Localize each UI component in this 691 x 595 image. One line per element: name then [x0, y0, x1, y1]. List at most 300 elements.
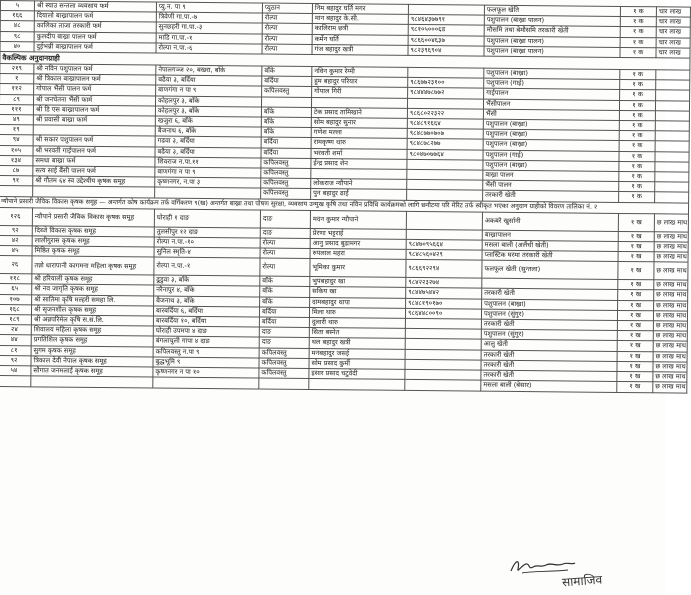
organization-name-cell: श्री जनचेतना भैंसी फार्म	[33, 94, 155, 105]
phone-number-cell: ९८४७०९५६६४	[406, 239, 482, 250]
address-cell: प्यु.न. पा ९	[156, 2, 262, 13]
district-cell: रोल्पा	[260, 258, 310, 276]
address-cell: घोराही १ दाङ	[154, 209, 260, 228]
program-type-cell: पशुपालन (सुंगुर)	[481, 309, 617, 321]
phone-number-cell	[405, 380, 481, 391]
district-cell: कपिलवस्तु	[259, 358, 309, 369]
district-cell: बर्दिया	[259, 317, 309, 328]
phone-number-cell: ९८६४४८००९०	[405, 308, 481, 319]
program-type-cell: पशुपालन (बाख्रा)	[483, 129, 619, 141]
contact-person-cell: दुलारी थारु	[309, 318, 405, 329]
organization-name-cell: तन्नो धारापानी कागमना महिला कृषक समूह	[32, 256, 154, 275]
district-cell: बर्दिया	[261, 137, 311, 148]
program-type-cell: भैंसीपालन	[483, 99, 619, 111]
phone-number-cell: ९८१०५०००६ड	[408, 25, 484, 36]
grant-amount-cell	[656, 90, 690, 101]
serial-number-cell	[0, 376, 31, 387]
phone-number-cell	[405, 329, 481, 340]
organization-name-cell: श्री नव जागृति कृषक समूह	[32, 284, 154, 295]
address-cell: कपिलवस्तु न.पा ९	[153, 347, 259, 358]
grant-amount-cell: छ लाख माथ	[654, 280, 688, 291]
category-cell: १ क	[620, 17, 656, 28]
organization-name-cell: श्री नविन पशुपालन फर्म	[34, 64, 156, 75]
serial-number-cell: १९	[0, 125, 33, 136]
program-type-cell: बाख्रापालन	[482, 230, 618, 242]
serial-number-cell: १११	[0, 104, 33, 115]
contact-person-cell: नविन कुमार रेग्मी	[312, 67, 408, 78]
contact-person-cell: इसार प्रसाद चटुवेदी	[309, 369, 405, 380]
phone-number-cell: ९८४२२३२७४	[406, 278, 482, 289]
organization-name-cell: सौगात जनमलाई कृषक समूह	[31, 366, 153, 377]
serial-number-cell: १०७	[0, 294, 32, 305]
grant-amount-cell: छ लाख माथ	[654, 300, 688, 311]
phone-number-cell	[407, 180, 483, 191]
phone-number-cell: ९८२३९६९०४	[408, 45, 484, 56]
phone-number-cell: ९८४४४७८७७२	[408, 88, 484, 99]
serial-number-cell: ४५	[0, 246, 32, 257]
program-type-cell: पशुपालन (बाख्रा)	[483, 140, 619, 152]
serial-number-cell: ११८	[0, 274, 32, 285]
organization-name-cell: सुगम कृषक समूह	[31, 346, 153, 357]
contact-person-cell: दामबहादुर थापा	[310, 297, 406, 308]
organization-name-cell: श्री भरवती गाईपालन फर्म	[33, 145, 155, 156]
phone-number-cell	[407, 98, 483, 109]
program-type-cell: पशुपालन (बाख्रा पालन)	[484, 36, 620, 48]
category-cell: १ क	[619, 131, 655, 142]
serial-number-cell: ५	[0, 1, 34, 12]
organization-name-cell: समधा बाख्रा फर्म	[33, 156, 155, 167]
serial-number-cell: १३४	[0, 155, 33, 166]
organization-name-cell	[31, 376, 153, 387]
contact-person-cell: सकिय खा	[310, 287, 406, 298]
address-cell: बैजनाथ ६, बाँके	[155, 126, 261, 137]
grant-amount-cell	[655, 111, 689, 122]
grant-amount-cell: छ लाख माथ	[653, 311, 687, 322]
district-cell	[261, 97, 311, 108]
contact-person-cell: कर्मेन घर्ति	[312, 34, 408, 45]
category-cell: १ ख	[617, 321, 653, 332]
grant-amount-cell	[655, 192, 689, 203]
organization-name-cell: कालिका ताजा तरकारी फर्म	[34, 21, 156, 32]
serial-number-cell: ८९	[0, 94, 34, 105]
contact-person-cell: ईन्द्र प्रसाद शेन	[311, 158, 407, 169]
program-type-cell: तरकारी खेती	[481, 350, 617, 362]
contact-person-cell: रामकृष्ण थारु	[311, 138, 407, 149]
grant-amount-cell	[655, 121, 689, 132]
grant-amount-cell: चार लाख	[656, 27, 690, 38]
grant-amount-cell	[656, 80, 690, 91]
category-cell: १ क	[619, 171, 655, 182]
serial-number-cell: १२६	[0, 207, 33, 225]
phone-number-cell: ९८४८७७०७०७	[407, 129, 483, 140]
district-cell: कपिलवस्तु	[262, 86, 312, 97]
category-cell: १ क	[620, 80, 656, 91]
grant-amount-cell: छ लाख माथ	[654, 231, 688, 242]
phone-number-cell	[405, 349, 481, 360]
grant-amount-cell	[655, 131, 689, 142]
program-type-cell: तरकारी खेती	[481, 360, 617, 372]
organization-name-cell: सत्य साई बैंसी पालन फर्म	[33, 166, 155, 177]
phone-number-cell	[407, 190, 483, 201]
category-cell: १ ख	[617, 331, 653, 342]
address-cell: नेपालगञ्ज २०, बखरा, बाँके	[156, 65, 262, 76]
contact-person-cell: भुपबहादुर खा	[310, 277, 406, 288]
category-cell: १ ख	[618, 262, 654, 280]
category-cell: १ ख	[618, 300, 654, 311]
contact-person-cell: भरवती शर्मा	[311, 148, 407, 159]
grant-amount-cell	[655, 172, 689, 183]
contact-person-cell: सिता बस्नेत	[309, 328, 405, 339]
grant-amount-cell: छ लाख माथ	[654, 262, 688, 280]
grant-amount-cell: छ लाख माथ	[653, 362, 687, 373]
program-type-cell: पशुपालन (सुंगुर)	[481, 329, 617, 341]
serial-number-cell: ५४	[0, 366, 31, 377]
contact-person-cell: सोम बहादुर सुनार	[311, 118, 407, 129]
serial-number-cell: ९२	[0, 225, 32, 236]
contact-person-cell: गंज बहादुर खत्री	[312, 44, 408, 55]
grant-amount-cell	[655, 162, 689, 173]
program-type-cell: पशुपालन (बाख्रा)	[483, 119, 619, 131]
serial-number-cell: ४९	[0, 115, 33, 126]
program-type-cell: अकबरे खुर्सानी	[482, 212, 618, 231]
grant-amount-cell: चार लाख	[656, 17, 690, 28]
phone-number-cell	[406, 211, 482, 230]
phone-number-cell: ९८०४७०७७६४	[407, 149, 483, 160]
contact-person-cell: रुपलाल महरा	[310, 249, 406, 260]
district-cell: रोल्पा	[262, 23, 312, 34]
phone-number-cell: ९८४६४३७७९१	[408, 15, 484, 26]
organization-name-cell: प्रगतिशिल कृषक समूह	[31, 335, 153, 346]
organization-name-cell: दियालो बाख्रापालन फर्म	[34, 11, 156, 22]
section-c-note: न्यौपाने प्रसारी जैविक विकास कृषक समूह — अन्तर्गत कोष कार्यक्रम तर्फ वर्गिकरण ९(ख) अन्तर्गत बाख्रा तथा पोषण सुरक्षा, व्यवसाय उन्मुख कृषि तथा नविन प्रविधि कार्यक्रमको लागि छनौटमा परि मेरिट तर्फ स्वीकृत भएका अनुदान ग्राहीको विवरण तालिका नं. २	[0, 196, 689, 214]
district-cell: कपिलवस्तु	[261, 178, 311, 189]
address-cell: कोहलपुर ३, बाँके	[155, 96, 261, 107]
grant-amount-cell: छ लाख माथ	[654, 213, 688, 231]
phone-number-cell: ९८४४७५४४२	[406, 288, 482, 299]
address-cell: बाणगंगा न पा ९	[155, 167, 261, 178]
contact-person-cell: गोपाल गिरी	[312, 87, 408, 98]
category-cell: १ ख	[618, 280, 654, 291]
district-cell: बर्दिया	[262, 76, 312, 87]
contact-person-cell: टेक प्रसाद तामिखाने	[311, 107, 407, 118]
contact-person-cell: प्रेरणा भट्टराई	[310, 228, 406, 239]
category-cell: १ क	[619, 110, 655, 121]
grant-amount-cell: छ लाख माथ	[653, 321, 687, 332]
address-cell: घोराही उपमपा ४ दाङ	[153, 326, 259, 337]
district-cell: कपिलवस्तु	[261, 188, 311, 199]
grant-amount-cell: चार लाख	[656, 37, 690, 48]
phone-number-cell: ९८६७७२३१००	[408, 78, 484, 89]
district-cell: दाङ	[260, 228, 310, 239]
address-cell	[153, 377, 259, 388]
serial-number-cell: ९२	[0, 355, 31, 366]
grant-amount-cell	[655, 100, 689, 111]
address-cell: खजुरा ६, बाँके	[155, 116, 261, 127]
program-type-cell: बाख्रा पालन	[483, 170, 619, 182]
category-cell: १ ख	[618, 213, 654, 231]
address-cell: बारबर्दिया १०, बर्दिया	[153, 316, 259, 327]
organization-name-cell: श्री अन्नपरिमेल कृषि स.सं.लि.	[31, 315, 153, 326]
serial-number-cell	[0, 186, 33, 197]
serial-number-cell: २६	[0, 256, 32, 274]
serial-number-cell: ९८	[0, 31, 34, 42]
district-cell: दाङ	[259, 327, 309, 338]
serial-number-cell: १०५	[0, 145, 33, 156]
district-cell: दाङ	[260, 210, 310, 228]
district-cell	[259, 378, 309, 389]
phone-number-cell: ९८६६००४६३७	[408, 35, 484, 46]
contact-person-cell: मिला थारु	[309, 307, 405, 318]
address-cell: ढुडुवा ३, बाँके	[154, 275, 260, 286]
organization-name-cell: न्यौपाने प्रसारी जैविक विकास कृषक समूह	[32, 207, 154, 226]
address-cell: नरैनापुर ४, बाँके	[154, 285, 260, 296]
category-cell: १ क	[620, 47, 656, 58]
section-b-title: वैकल्पिक अनुदानग्राही	[0, 52, 690, 71]
program-type-cell: गाईपालन	[484, 89, 620, 101]
category-cell: १ ख	[618, 241, 654, 252]
serial-number-cell: ११२	[0, 84, 34, 95]
organization-name-cell: लालीगुरास कृषक समूह	[32, 236, 154, 247]
category-cell: १ ख	[617, 341, 653, 352]
grant-amount-cell	[655, 141, 689, 152]
district-cell: रोल्पा	[262, 34, 312, 45]
contact-person-cell: आनु प्रसाद बुढामगर	[310, 238, 406, 249]
category-cell: १ ख	[618, 252, 654, 263]
contact-person-cell: भूमिका कुमार	[310, 259, 406, 278]
grant-amount-cell: छ लाख माथ	[654, 290, 688, 301]
serial-number-cell: ४४	[0, 335, 31, 346]
section-b-rows	[0, 64, 690, 203]
phone-number-cell	[405, 369, 481, 380]
category-cell: १ ख	[618, 231, 654, 242]
contact-person-cell: हुम बहादुर परियार	[312, 77, 408, 88]
address-cell: बाणगंगा न पा ९	[156, 85, 262, 96]
contact-person-cell: पुन बहादुर ढाईं	[311, 189, 407, 200]
district-cell: रोल्पा	[262, 44, 312, 55]
contact-person-cell: सोम प्रसाद कुर्मी	[309, 358, 405, 369]
district-cell: बाँके	[260, 286, 310, 297]
section-a-rows	[0, 1, 690, 59]
organization-name-cell: दुईभन्नी बाख्रापालन फर्म	[34, 42, 156, 53]
phone-number-cell	[408, 67, 484, 78]
phone-number-cell	[405, 318, 481, 329]
address-cell: गढवा ३, बर्दिया	[155, 136, 261, 147]
category-cell: १ क	[620, 6, 656, 17]
address-cell: रोल्पा न.पा.-६	[156, 43, 262, 54]
district-cell: बाँके	[261, 127, 311, 138]
district-cell: कपिलवस्तु	[261, 158, 311, 169]
address-cell: बढैया ३, बर्दिया	[155, 147, 261, 158]
serial-number-cell: १६८	[0, 304, 32, 315]
serial-number-cell: ८७	[0, 166, 33, 177]
program-type-cell: तरकारी खेती	[481, 370, 617, 382]
section-c-rows	[0, 207, 688, 392]
district-cell: कपिलवस्तु	[259, 348, 309, 359]
contact-person-cell: लोकराज न्यौपाने	[311, 179, 407, 190]
district-cell: बाँके	[262, 66, 312, 77]
district-cell: बाँके	[260, 276, 310, 287]
program-type-cell: मसला बाली (बेसार)	[481, 380, 617, 392]
grant-amount-cell	[655, 151, 689, 162]
office-stamp-text: सामाजिव	[561, 572, 603, 590]
program-type-cell: आलु खेती	[481, 340, 617, 352]
district-cell: बाँके	[260, 297, 310, 308]
address-cell: कृष्णनगर, न.पा ३	[155, 177, 261, 188]
serial-number-cell: २४	[0, 325, 31, 336]
grant-amount-cell	[656, 70, 690, 81]
category-cell: १ क	[620, 90, 656, 101]
contact-person-cell: मान बहादुर के.सी.	[312, 14, 408, 25]
contact-person-cell: गणेश मल्ला	[311, 128, 407, 139]
program-type-cell: पशुपालन (गाई)	[484, 78, 620, 90]
district-cell: बर्दिया	[259, 307, 309, 318]
district-cell: कपिलवस्तु	[259, 368, 309, 379]
category-cell: १ ख	[617, 351, 653, 362]
district-cell: बाँके	[261, 107, 311, 118]
address-cell: कृष्णनगर न पा १०	[153, 367, 259, 378]
address-cell: शिवराज न.पा.११	[155, 157, 261, 168]
district-cell: रोल्पा	[262, 13, 312, 24]
grant-amount-cell: चार लाख	[656, 7, 690, 18]
address-cell: बुद्धभूमि ९	[153, 357, 259, 368]
serial-number-cell: ९४	[0, 135, 33, 146]
district-cell: कपिलवस्तु	[261, 168, 311, 179]
program-type-cell: पशुपालन (बाख्रा पालन)	[484, 46, 620, 58]
phone-number-cell: ९८६६९२२९४	[406, 260, 482, 279]
phone-number-cell	[405, 359, 481, 370]
address-cell: बढैया ३, बर्दिया	[156, 75, 262, 86]
serial-number-cell: १६६	[0, 11, 34, 22]
contact-person-cell: थल बहादुर खत्री	[309, 338, 405, 349]
phone-number-cell	[407, 159, 483, 170]
category-cell: १ क	[619, 192, 655, 203]
category-cell: १ क	[620, 37, 656, 48]
contact-person-cell: मनबहादुर जसई	[309, 348, 405, 359]
program-type-cell: मसला बाली (अलैंची खेती)	[482, 240, 618, 252]
serial-number-cell: ४८	[0, 21, 34, 32]
program-type-cell: भैंसी	[483, 109, 619, 121]
serial-number-cell: ६५	[0, 284, 32, 295]
program-type-cell: फलफूल खेती (सुन्तला)	[482, 260, 618, 279]
phone-number-cell: ९८४८५६०४२९	[406, 249, 482, 260]
grant-amount-cell: छ लाख माथ	[653, 331, 687, 342]
phone-number-cell: ९८६८०२२३२२	[407, 108, 483, 119]
category-cell: १ ख	[617, 361, 653, 372]
organization-name-cell: श्री सकार पशुपालन फर्म	[33, 135, 155, 146]
grant-amount-cell: छ लाख माथ	[654, 252, 688, 263]
address-cell: माडि गा.पा.-१	[156, 33, 262, 44]
program-type-cell: पशुपालन (बाख्रा)	[482, 299, 618, 311]
grant-amount-cell	[655, 182, 689, 193]
serial-number-cell: १८९	[0, 315, 31, 326]
address-cell: बंगलाचुली गापा ४ दाङ	[153, 336, 259, 347]
address-cell: रोल्पा न.पा.-१०	[154, 237, 260, 248]
address-cell: कोहलपुर ३, बाँके	[155, 106, 261, 117]
grant-amount-cell: छ लाख माथ	[653, 382, 687, 393]
contact-person-cell: निम बहादुर घर्ति मगर	[312, 3, 408, 14]
category-cell: १ क	[619, 161, 655, 172]
contact-person-cell	[309, 379, 405, 390]
program-type-cell: तरकारी खेती	[481, 319, 617, 331]
category-cell: १ क	[619, 120, 655, 131]
phone-number-cell	[408, 4, 484, 15]
grant-amount-cell: छ लाख माथ	[653, 372, 687, 383]
category-cell: १ ख	[617, 382, 653, 393]
organization-name-cell: श्री स्याउ सन्तला व्यवसाय फर्म	[34, 1, 156, 12]
grant-amount-cell: छ लाख माथ	[653, 341, 687, 352]
organization-name-cell: श्री गौतम ६४ स्व उद्देश्यीय कृषक समूह	[33, 176, 155, 187]
organization-name-cell: श्री हरियाली कृषक समूह	[32, 274, 154, 285]
organization-name-cell: श्री सृजनशील कृषक समूह	[31, 305, 153, 316]
address-cell: बैजनाथ ३, बाँके	[154, 296, 260, 307]
program-type-cell: भैंसी पालन	[483, 180, 619, 192]
phone-number-cell	[407, 169, 483, 180]
district-cell: बाँके	[261, 117, 311, 128]
organization-name-cell: दिब्जे विकास कृषक समूह	[32, 225, 154, 236]
program-type-cell: तरकारी खेती	[483, 191, 619, 203]
grant-amount-cell: चार लाख	[656, 48, 690, 59]
contact-person-cell: कालिराम छत्री	[312, 24, 408, 35]
program-type-cell: पशुपालन (गाई)	[483, 150, 619, 162]
phone-number-cell: ९८४८७८२७७	[407, 139, 483, 150]
program-type-cell: पशुपालन (बाख्रा)	[483, 160, 619, 172]
district-cell: दाङ	[259, 337, 309, 348]
organization-name-cell: गोपाल भैंसी पालन फर्म	[34, 84, 156, 95]
grant-amount-cell: छ लाख माथ	[654, 242, 688, 253]
serial-number-cell: २१९	[0, 64, 34, 75]
organization-name-cell: कुलदीप बाख्रा पालन फर्म	[34, 31, 156, 42]
phone-number-cell	[406, 229, 482, 240]
address-cell: सुनिल स्मृति-४	[154, 247, 260, 258]
category-cell: १ क	[619, 100, 655, 111]
program-type-cell: पशुपालन (बाख्रा पालन)	[484, 15, 620, 27]
serial-number-cell: ९१	[0, 176, 33, 187]
category-cell: १ क	[619, 141, 655, 152]
organization-name-cell: श्री सातिमा कृषि मल्हरी समहा लि.	[32, 294, 154, 305]
organization-name-cell: श्री त्रिकाल बाख्रापालन फर्म	[34, 74, 156, 85]
program-type-cell: तरकारी खेती	[482, 289, 618, 301]
category-cell: १ क	[619, 151, 655, 162]
category-cell: १ ख	[617, 310, 653, 321]
district-cell: प्युठान	[262, 3, 312, 14]
serial-number-cell: १	[0, 74, 34, 85]
program-type-cell: प्लास्टिक घरमा तरकारी खेती	[482, 250, 618, 262]
address-cell: सुनछहरी गा.पा.-३	[156, 22, 262, 33]
organization-name-cell: श्री डि एस बाख्रापालन फर्म	[33, 105, 155, 116]
serial-number-cell: ४०	[0, 41, 34, 52]
category-cell: १ क	[620, 27, 656, 38]
district-cell: बर्दिया	[261, 148, 311, 159]
district-cell: रोल्पा	[260, 248, 310, 259]
address-cell: रोल्पा न.पा.-१	[154, 257, 260, 276]
phone-number-cell: ९८४८१९०१७०	[406, 298, 482, 309]
organization-name-cell: श्री प्रवासी बाख्रा फार्म	[33, 115, 155, 126]
organization-name-cell: शिवालय महिला कृषक समूह	[31, 325, 153, 336]
serial-number-cell: ८१	[0, 345, 31, 356]
program-type-cell: मौसमि तथा बेमौसमि तरकारी खेती	[484, 26, 620, 38]
address-cell: त्रिवेणी गा.पा.-७	[156, 12, 262, 23]
organization-name-cell: त्रिकाल देवी नेपाल कृषक समूह	[31, 356, 153, 367]
category-cell: १ ख	[617, 372, 653, 383]
category-cell: १ क	[619, 182, 655, 193]
category-cell: १ क	[620, 69, 656, 80]
grant-amount-cell: छ लाख माथ	[653, 351, 687, 362]
program-type-cell: फलफूल खेति	[484, 5, 620, 17]
phone-number-cell	[405, 339, 481, 350]
contact-person-cell: मदन कुमार न्यौपाने	[310, 210, 406, 229]
serial-number-cell: ४२	[0, 235, 32, 246]
district-cell: रोल्पा	[260, 238, 310, 249]
